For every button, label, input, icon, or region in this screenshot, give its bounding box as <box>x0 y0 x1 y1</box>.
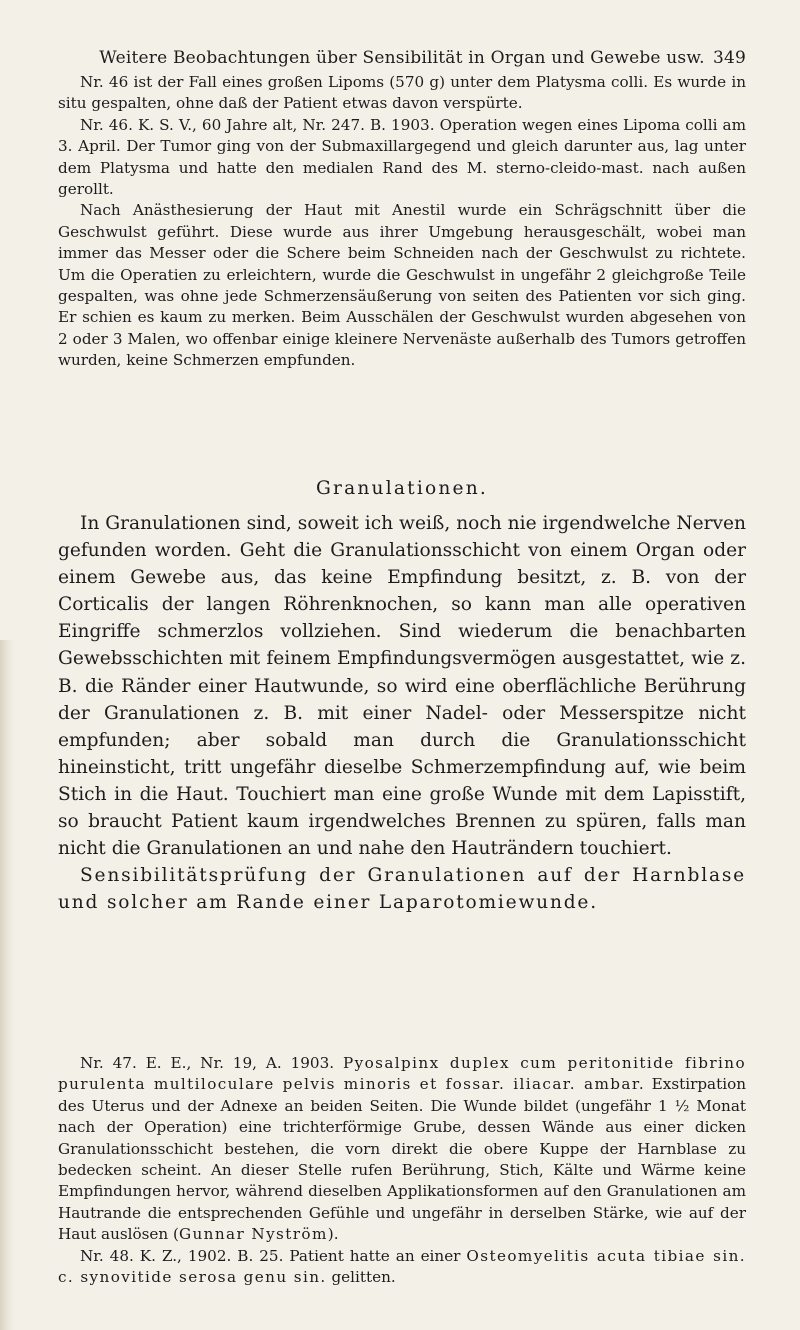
case-48-diagnosis: Osteomyelitis acuta tibiae sin. c. synovitide serosa genu sin. <box>58 1246 746 1287</box>
case-48-id: Nr. 48. K. Z., 1902. B. 25. Patient hatte an einer <box>80 1246 461 1265</box>
author-name: Gunnar Nyström <box>178 1225 328 1244</box>
page-edge-shadow <box>0 640 14 1330</box>
case-47-48-block <box>58 1053 746 1288</box>
case-47-diagnosis: Pyosalpinx duplex cum peritonitide fibrino purulenta multiloculare pelvis minoris et fossar. iliacar. ambar. <box>58 1054 746 1094</box>
case-47-id: Nr. 47. E. E., Nr. 19, A. 1903. <box>80 1054 335 1072</box>
paragraph-lipoma-intro: Nr. 46 ist der Fall eines großen Lipoms (570 g) unter dem Platysma colli. Es wurde in situ gespalten, ohne daß der Patient etwas davon verspürte. <box>58 73 746 113</box>
case-46-block <box>58 72 746 372</box>
paragraph-case-48 <box>58 1246 746 1289</box>
paragraph-case-46: Nr. 46. K. S. V., 60 Jahre alt, Nr. 247. B. 1903. Operation wegen eines Lipoma colli am 3. April. Der Tumor ging von der Submaxillargegend und gleich darunter aus, lag unter dem Platysma und hatte den medialen Rand des M. sterno-cleido-mast. nach außen gerollt. <box>58 115 746 199</box>
paragraph-case-47 <box>58 1053 746 1246</box>
subheading-sensibilitaetspruefung: Sensibilitätsprüfung der Granulationen auf der Harnblase und solcher am Rande einer Laparotomiewunde. <box>58 865 746 914</box>
case-47-close: ). <box>327 1225 339 1244</box>
paragraph-operation-description: Nach Anästhesierung der Haut mit Anestil wurde ein Schrägschnitt über die Geschwulst geführt. Diese wurde aus ihrer Umgebung herausgeschält, wobei man immer das Messer oder die Schere beim Schneiden nach der Geschwulst zu richtete. Um die Operatien zu erleichtern, wurde die Geschwulst in ungefähr 2 gleichgroße Teile gespalten, was ohne jede Schmerzensäußerung von seiten des Patienten vor sich ging. Er schien es kaum zu merken. Beim Ausschälen der Geschwulst wurden abgesehen von 2 oder 3 Malen, wo offenbar einige kleinere Nervenäste außerhalb des Tumors getroffen wurden, keine Schmerzen empfunden. <box>58 201 746 370</box>
paragraph-granulationen: In Granulationen sind, soweit ich weiß, noch nie irgendwelche Nerven gefunden worden. Geht die Granulationsschicht von einem Organ oder einem Gewebe aus, das keine Empfindung besitzt, z. B. von der Corticalis der langen Röhrenknochen, so kann man alle operativen Eingriffe schmerzlos vollziehen. Sind wiederum die benachbarten Gewebsschichten mit feinem Empfindungsvermögen ausgestattet, wie z. B. die Ränder einer Hautwunde, so wird eine oberflächliche Berührung der Granulationen z. B. mit einer Nadel- oder Messerspitze nicht empfunden; aber sobald man durch die Granulationsschicht hineinsticht, tritt ungefähr dieselbe Schmerzempfindung auf, wie beim Stich in die Haut. Touchiert man eine große Wunde mit dem Lapisstift, so braucht Patient kaum irgendwelches Brennen zu spüren, falls man nicht die Granulationen an und nahe den Hauträndern touchiert. <box>58 513 746 860</box>
section-heading-granulationen: Granulationen. <box>315 478 489 499</box>
granulationen-body <box>58 510 746 916</box>
case-48-text: gelitten. <box>331 1268 396 1287</box>
running-title: Weitere Beobachtungen über Sensibilität in Organ und Gewebe usw. <box>99 48 705 68</box>
case-47-text: Exstirpation des Uterus und der Adnexe an beiden Seiten. Die Wunde bildet (ungefähr 1 ½ Monat nach der Operation) eine trichterförmige Grube, dessen Wände aus einer dicken Granulationsschicht bestehen, die vorn direkt die obere Kuppe der Harnblase zu bedecken scheint. An dieser Stelle rufen Berührung, Stich, Kälte und Wärme keine Empfindungen hervor, während dieselben Applikationsformen auf den Granulationen am Hautrande die entsprechenden Gefühle und ungefähr in derselben Stärke, wie auf der Haut auslösen ( <box>58 1075 747 1244</box>
page-number: 349 <box>712 48 746 68</box>
running-header <box>58 48 746 68</box>
